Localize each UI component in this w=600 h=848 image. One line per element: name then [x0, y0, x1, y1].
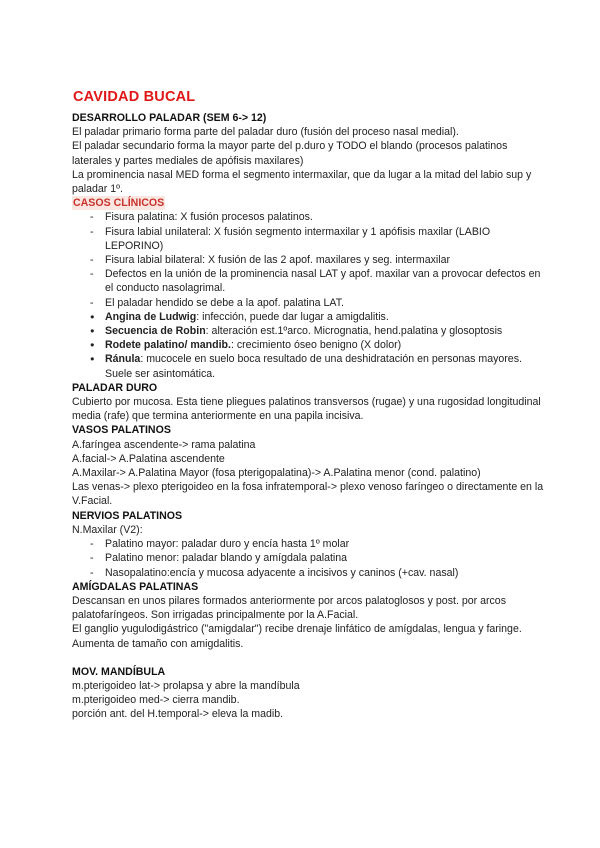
heading-amigdalas: AMÍGDALAS PALATINAS — [72, 580, 199, 593]
list-item: - Palatino menor: paladar blando y amígdala palatina — [72, 551, 550, 565]
list-item: ● Ránula: mucocele en suelo boca resultado de una deshidratación en personas mayores. Suele ser asintomática. — [72, 352, 550, 380]
nervios-list — [72, 537, 550, 580]
list-item: ● Rodete palatino/ mandib.: crecimiento óseo benigno (X dolor) — [72, 338, 550, 352]
text-line: A.facial-> A.Palatina ascendente — [72, 452, 225, 465]
paragraph: La prominencia nasal MED forma el segmento intermaxilar, que da lugar a la mitad del labio sup y paladar 1º. — [72, 168, 532, 196]
casos-list — [72, 210, 550, 380]
heading-casos-clinicos: CASOS CLÍNICOS — [73, 197, 165, 210]
text-line: Las venas-> plexo pterigoideo en la fosa infratemporal-> plexo venoso faríngeo o directamente en la V.Facial. — [72, 481, 544, 508]
text-line: porción ant. del H.temporal-> eleva la madib. — [72, 708, 284, 721]
heading-mov-mandibula: MOV. MANDÍBULA — [72, 665, 166, 678]
list-item: - Fisura palatina: X fusión procesos palatinos. — [72, 210, 550, 224]
text-line: N.Maxilar (V2): — [72, 523, 143, 536]
paragraph: El paladar secundario forma la mayor parte del p.duro y TODO el blando (procesos palatinos laterales y partes mediales de apófisis maxilares) — [72, 140, 508, 167]
text-line: A.Maxilar-> A.Palatina Mayor (fosa pterigopalatina)-> A.Palatina menor (cond. palatino) — [72, 467, 481, 480]
text-line: A.faríngea ascendente-> rama palatina — [72, 438, 256, 451]
list-item: - Nasopalatino:encía y mucosa adyacente a incisivos y caninos (+cav. nasal) — [72, 566, 550, 580]
list-item: ● Secuencia de Robin: alteración est.1ºarco. Micrognatia, hend.palatina y glosoptosis — [72, 324, 550, 338]
paragraph: El paladar primario forma parte del paladar duro (fusión del proceso nasal medial). — [72, 126, 459, 139]
list-item: - El paladar hendido se debe a la apof. palatina LAT. — [72, 296, 550, 310]
list-item: - Fisura labial bilateral: X fusión de las 2 apof. maxilares y seg. intermaxilar — [72, 253, 550, 267]
paragraph: Descansan en unos pilares formados anteriormente por arcos palatoglosos y post. por arcos palatofaríngeos. Son irrigadas principalmente por la A.Facial. — [72, 594, 506, 622]
heading-nervios-palatinos: NERVIOS PALATINOS — [72, 509, 183, 522]
list-item: - Defectos en la unión de la prominencia nasal LAT y apof. maxilar van a provocar defectos en el conducto nasolagrimal. — [72, 267, 550, 295]
list-item: - Palatino mayor: paladar duro y encía hasta 1º molar — [72, 537, 550, 551]
heading-desarrollo: DESARROLLO PALADAR (SEM 6-> 12) — [72, 112, 267, 124]
doc-title: CAVIDAD BUCAL — [73, 89, 196, 105]
paragraph: El ganglio yugulodigástrico ("amigdalar") recibe drenaje linfático de amígdalas, lengua y faringe. Aumenta de tamaño con amigdalitis. — [72, 623, 522, 650]
heading-vasos-palatinos: VASOS PALATINOS — [72, 424, 171, 437]
text-line: m.pterigoideo lat-> prolapsa y abre la mandíbula — [72, 679, 300, 692]
heading-paladar-duro: PALADAR DURO — [72, 381, 158, 394]
text-line: m.pterigoideo med-> cierra mandib. — [72, 694, 240, 707]
paragraph: Cubierto por mucosa. Esta tiene pliegues palatinos transversos (rugae) y una rugosidad longitudinal media (rafe) que termina anteriormente en una papila incisiva. — [72, 396, 541, 423]
list-item: ● Angina de Ludwig: infección, puede dar lugar a amigdalitis. — [72, 310, 550, 324]
list-item: - Fisura labial unilateral: X fusión segmento intermaxilar y 1 apófisis maxilar (LABIO LEPORINO) — [72, 225, 550, 253]
